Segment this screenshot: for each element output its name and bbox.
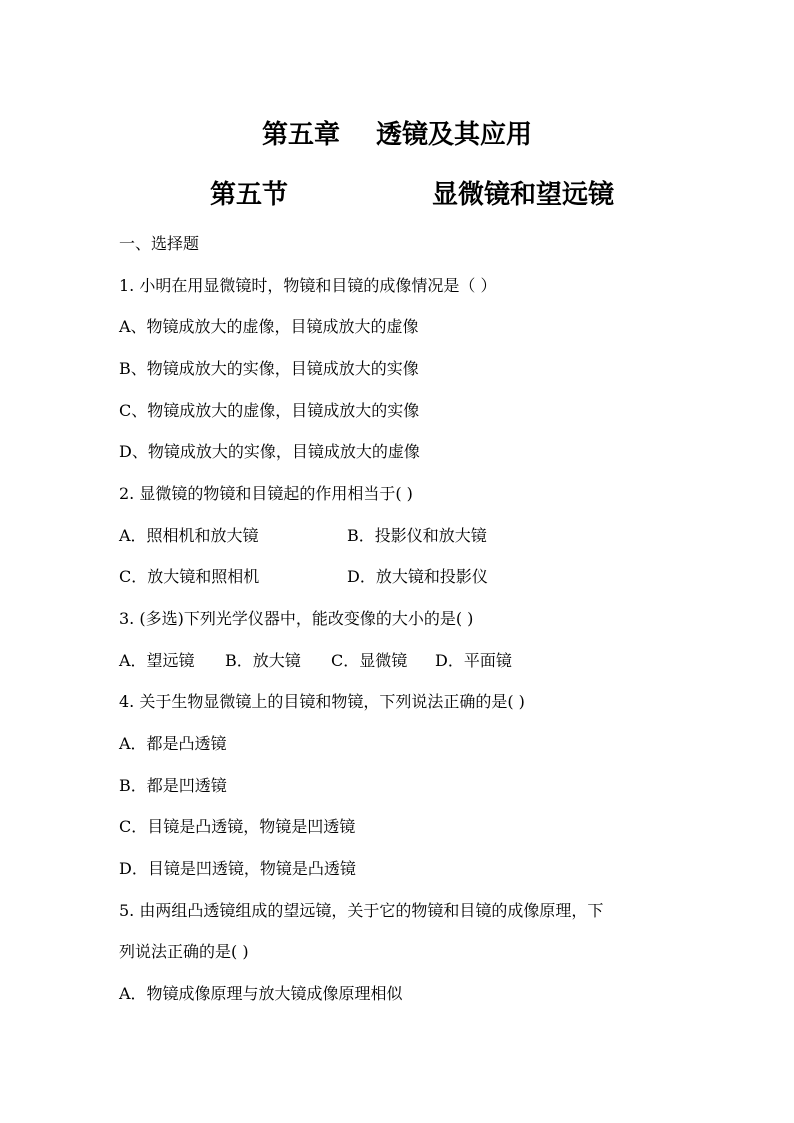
question-2-option-d: D．放大镜和投影仪 [347, 567, 488, 586]
question-5-stem-line-2: 列说法正确的是( ) [119, 942, 249, 961]
question-5-option-a: A．物镜成像原理与放大镜成像原理相似 [119, 984, 403, 1003]
question-3-option-a: A．望远镜 [119, 651, 195, 670]
question-2-option-c: C．放大镜和照相机 [119, 567, 260, 586]
question-3-option-b: B．放大镜 [225, 651, 301, 670]
question-4-option-d: D．目镜是凹透镜，物镜是凸透镜 [119, 859, 356, 878]
question-4-stem: 4. 关于生物显微镜上的目镜和物镜，下列说法正确的是( ) [119, 692, 525, 711]
question-1-option-a: A、物镜成放大的虚像，目镜成放大的虚像 [119, 317, 419, 336]
question-3-stem: 3. (多选)下列光学仪器中，能改变像的大小的是( ) [119, 609, 474, 628]
section-name: 显微镜和望远镜 [432, 180, 615, 210]
section-heading: 一、选择题 [119, 234, 200, 253]
question-2-stem: 2. 显微镜的物镜和目镜起的作用相当于( ) [119, 484, 413, 503]
question-1-option-d: D、物镜成放大的实像，目镜成放大的虚像 [119, 442, 420, 461]
question-3-option-d: D．平面镜 [435, 651, 512, 670]
question-4-option-b: B．都是凹透镜 [119, 776, 227, 795]
question-1-stem: 1. 小明在用显微镜时，物镜和目镜的成像情况是（ ） [119, 276, 497, 295]
question-3-options-row [119, 651, 512, 671]
question-5-stem-line-1: 5. 由两组凸透镜组成的望远镜，关于它的物镜和目镜的成像原理，下 [119, 901, 604, 920]
question-2-option-b: B．投影仪和放大镜 [347, 526, 487, 545]
question-4-option-a: A．都是凸透镜 [119, 734, 227, 753]
chapter-title [0, 114, 794, 151]
question-4-option-c: C．目镜是凸透镜，物镜是凹透镜 [119, 817, 356, 836]
section-number: 第五节 [210, 180, 289, 210]
question-1-option-b: B、物镜成放大的实像，目镜成放大的实像 [119, 359, 419, 378]
chapter-number: 第五章 [261, 120, 340, 150]
chapter-name: 透镜及其应用 [376, 120, 533, 150]
question-3-option-c: C．显微镜 [331, 651, 408, 670]
question-2-options-row-1 [119, 526, 487, 546]
question-2-option-a: A．照相机和放大镜 [119, 526, 259, 545]
question-2-options-row-2 [119, 567, 488, 587]
question-1-option-c: C、物镜成放大的虚像，目镜成放大的实像 [119, 401, 420, 420]
